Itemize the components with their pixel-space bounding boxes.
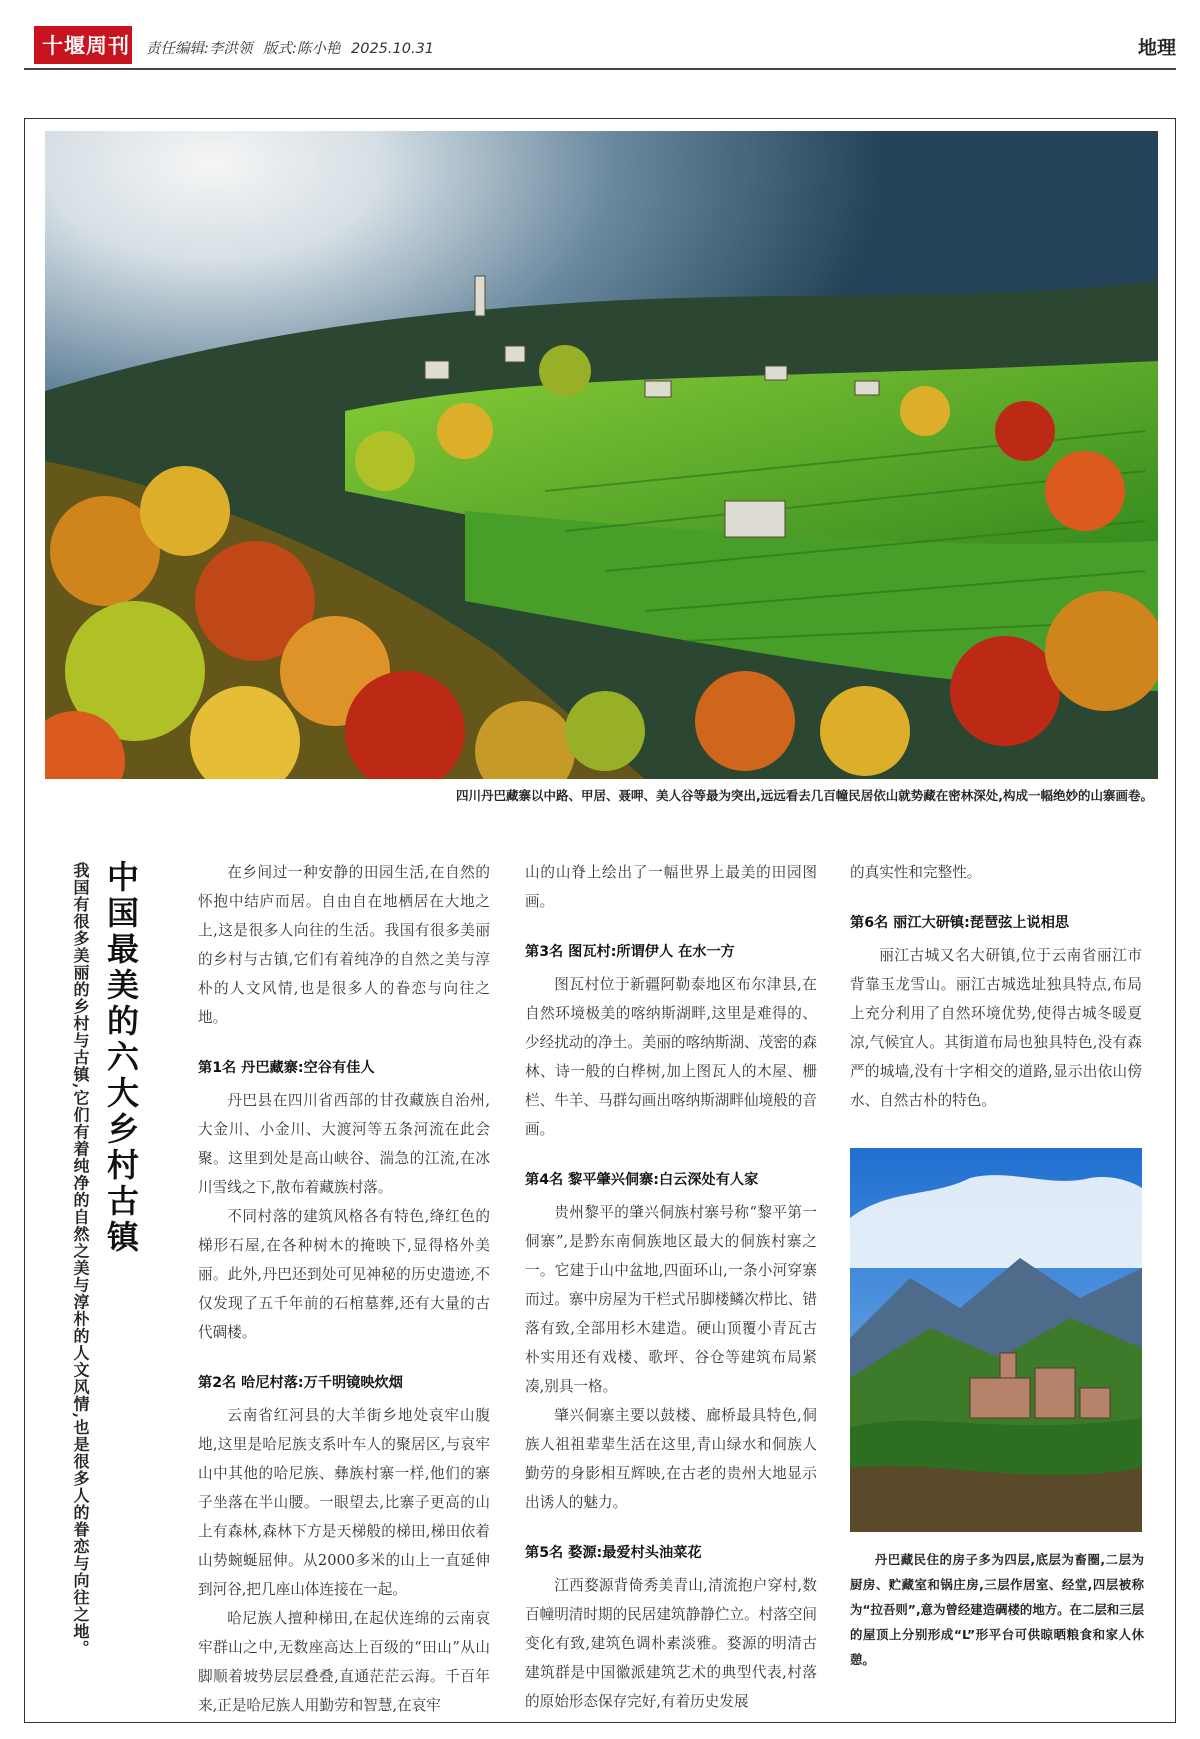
header-rule bbox=[24, 68, 1176, 70]
column-3 bbox=[850, 858, 1142, 1115]
section-2-paragraph-1: 云南省红河县的大羊街乡地处哀牢山腹地,这里是哈尼族支系叶车人的聚居区,与哀牢山中其他的哈尼族、彝族村寨一样,他们的寨子坐落在半山腰。一眼望去,比寨子更高的山上有森林,森林下方是天梯般的梯田,梯田依着山势蜿蜒屈伸。从2000多米的山上一直延伸到河谷,把几座山体连接在一起。 bbox=[198, 1407, 490, 1598]
article-title: 中国最美的六大乡村古镇 bbox=[102, 860, 140, 1256]
column-2 bbox=[525, 858, 817, 1716]
masthead bbox=[24, 26, 1176, 70]
logo-text: 十堰周刊 bbox=[42, 34, 130, 58]
newspaper-logo bbox=[24, 26, 132, 64]
section-1-heading: 第1名 丹巴藏寨:空谷有佳人 bbox=[198, 1060, 375, 1076]
section-2-heading: 第2名 哈尼村落:万千明镜映炊烟 bbox=[198, 1375, 403, 1391]
editor-credit: 责任编辑:李洪领 bbox=[146, 41, 253, 57]
section-1-paragraph-1: 丹巴县在四川省西部的甘孜藏族自治州,大金川、小金川、大渡河等五条河流在此会聚。这里到处是高山峡谷、湍急的江流,在冰川雪线之下,散布着藏族村落。 bbox=[198, 1092, 490, 1196]
section-5-paragraph-1: 江西婺源背倚秀美青山,清流抱户穿村,数百幢明清时期的民居建筑静静伫立。村落空间变化有致,建筑色调朴素淡雅。婺源的明清古建筑群是中国徽派建筑艺术的典型代表,村落的原始形态保存完好,有着历史发展 bbox=[525, 1577, 817, 1710]
column-1 bbox=[198, 858, 490, 1720]
small-photo-caption: 丹巴藏民住的房子多为四层,底层为畜圈,二层为厨房、贮藏室和锅庄房,三层作居室、经堂,四层被称为“拉吾则”,意为曾经建造碉楼的地方。在二层和三层的屋顶上分别形成“L”形平台可供晾晒粮食和家人休憩。 bbox=[850, 1552, 1144, 1667]
small-photo-image bbox=[850, 1148, 1142, 1532]
section-4-heading: 第4名 黎平肇兴侗寨:白云深处有人家 bbox=[525, 1172, 759, 1188]
section-3-paragraph-1: 图瓦村位于新疆阿勒泰地区布尔津县,在自然环境极美的喀纳斯湖畔,这里是难得的、少经扰动的净土。美丽的喀纳斯湖、茂密的森林、诗一般的白桦树,加上图瓦人的木屋、栅栏、牛羊、马群勾画出喀纳斯湖畔仙境般的音画。 bbox=[525, 976, 817, 1138]
intro-paragraph: 在乡间过一种安静的田园生活,在自然的怀抱中结庐而居。自由自在地栖居在大地之上,这是很多人向往的生活。我国有很多美丽的乡村与古镇,它们有着纯净的自然之美与淳朴的人文风情,也是很多人的眷恋与向往之地。 bbox=[198, 864, 490, 1026]
logo-tag-icon bbox=[24, 26, 36, 64]
article-subtitle: 我国有很多美丽的乡村与古镇,它们有着纯净的自然之美与淳朴的人文风情,也是很多人的眷恋与向往之地。 bbox=[71, 862, 90, 1658]
section-6-paragraph-1: 丽江古城又名大研镇,位于云南省丽江市背靠玉龙雪山。丽江古城选址独具特点,布局上充分利用了自然环境优势,使得古城冬暖夏凉,气候宜人。其街道布局也独具特色,没有森严的城墙,没有十字相交的道路,显示出依山傍水、自然古朴的特色。 bbox=[850, 947, 1142, 1109]
section-4-paragraph-2: 肇兴侗寨主要以鼓楼、廊桥最具特色,侗族人祖祖辈辈生活在这里,青山绿水和侗族人勤劳的身影相互辉映,在古老的贵州大地显示出诱人的魅力。 bbox=[525, 1407, 817, 1511]
section-1-paragraph-2: 不同村落的建筑风格各有特色,绛红色的梯形石屋,在各种树木的掩映下,显得格外美丽。此外,丹巴还到处可见神秘的历史遗迹,不仅发现了五千年前的石棺墓葬,还有大量的古代碉楼。 bbox=[198, 1208, 490, 1341]
section-2-paragraph-2: 哈尼族人擅种梯田,在起伏连绵的云南哀牢群山之中,无数座高达上百级的“田山”从山脚顺着坡势层层叠叠,直通茫茫云海。千百年来,正是哈尼族人用勤劳和智慧,在哀牢 bbox=[198, 1610, 490, 1714]
layout-credit: 版式:陈小艳 bbox=[263, 41, 341, 57]
section-2-paragraph-2-continued: 山的山脊上绘出了一幅世界上最美的田园图画。 bbox=[525, 864, 817, 910]
section-name: 地理 bbox=[1137, 37, 1176, 59]
section-6-heading: 第6名 丽江大研镇:琵琶弦上说相思 bbox=[850, 915, 1070, 931]
issue-date: 2025.10.31 bbox=[351, 41, 435, 57]
section-3-heading: 第3名 图瓦村:所谓伊人 在水一方 bbox=[525, 944, 735, 960]
main-photo bbox=[45, 131, 1158, 779]
main-photo-image bbox=[45, 131, 1158, 779]
section-5-heading: 第5名 婺源:最爱村头油菜花 bbox=[525, 1545, 702, 1561]
editor-line bbox=[146, 37, 440, 58]
section-4-paragraph-1: 贵州黎平的肇兴侗族村寨号称“黎平第一侗寨”,是黔东南侗族地区最大的侗族村寨之一。它建于山中盆地,四面环山,一条小河穿寨而过。寨中房屋为干栏式吊脚楼鳞次栉比、错落有致,全部用杉木建造。硬山顶覆小青瓦古朴实用还有戏楼、歌坪、谷仓等建筑布局紧凑,别具一格。 bbox=[525, 1204, 817, 1395]
section-5-paragraph-1-continued: 的真实性和完整性。 bbox=[850, 864, 982, 881]
small-photo bbox=[850, 1148, 1142, 1532]
main-photo-caption: 四川丹巴藏寨以中路、甲居、聂呷、美人谷等最为突出,远远看去几百幢民居依山就势藏在密林深处,构成一幅绝妙的山寨画卷。 bbox=[456, 788, 1153, 803]
